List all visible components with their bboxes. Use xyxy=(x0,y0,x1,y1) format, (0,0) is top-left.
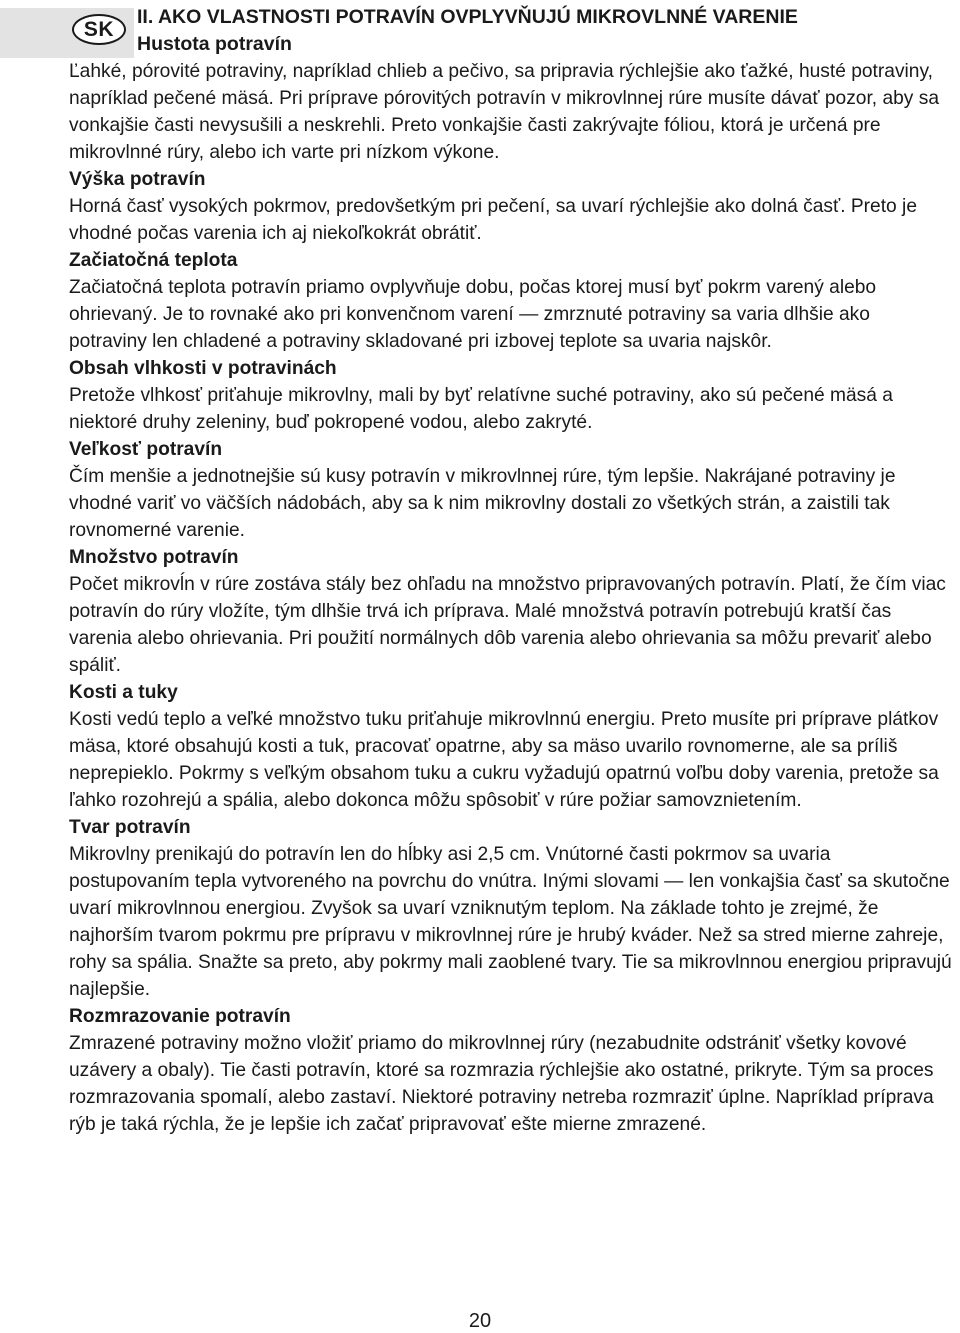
section-heading-density: Hustota potravín xyxy=(137,33,292,55)
section-text-height: Horná časť vysokých pokrmov, predovšetkým pri pečení, sa uvarí rýchlejšie ako dolná časť. Preto je vhodné počas varenia ich aj niekoľkokrát obrátiť. xyxy=(69,196,917,244)
section-heading-quantity: Množstvo potravín xyxy=(69,547,239,568)
section-heading-initial-temperature: Začiatočná teplota xyxy=(69,250,238,271)
section-text-moisture: Pretože vlhkosť priťahuje mikrovlny, mali by byť relatívne suché potraviny, ako sú pečené mäsá a niektoré druhy zeleniny, buď pokropené vodou, alebo zakryté. xyxy=(69,385,893,433)
section-heading-moisture: Obsah vlhkosti v potravinách xyxy=(69,358,337,379)
section-heading-shape: Tvar potravín xyxy=(69,817,191,838)
section-text-density: Ľahké, pórovité potraviny, napríklad chlieb a pečivo, sa pripravia rýchlejšie ako ťažké, husté potraviny, napríklad pečené mäsá. Pri príprave pórovitých potravín v mikrovlnnej rúre musíte dávať pozor, aby sa vonkajšie časti nevysušili a neskrehli. Preto vonkajšie časti zakrývajte fóliou, ktorá je určená pre mikrovlnné rúry, alebo ich varte pri nízkom výkone. xyxy=(69,61,939,163)
language-badge: SK xyxy=(72,14,126,45)
section-text-defrosting: Zmrazené potraviny možno vložiť priamo do mikrovlnnej rúry (nezabudnite odstrániť všetky kovové uzávery a obaly). Tie časti potravín, ktoré sa rozmrazia rýchlejšie ako ostatné, prikryte. Tým sa proces rozmrazovania spomalí, alebo zastaví. Niektoré potraviny netreba rozmraziť úplne. Napríklad príprava rýb je taká rýchla, že je lepšie ich začať pripravovať ešte mierne zmrazené. xyxy=(69,1033,934,1135)
section-text-shape: Mikrovlny prenikajú do potravín len do hĺbky asi 2,5 cm. Vnútorné časti pokrmov sa uvaria postupovaním tepla vytvoreného na povrchu do vnútra. Inými slovami — len vonkajšia časť sa skutočne uvarí mikrovlnnou energiou. Zvyšok sa uvarí vzniknutým teplom. Na základe tohto je zrejmé, že najhorším tvarom pokrmu pre prípravu v mikrovlnnej rúre je hrubý kváder. Než sa stred mierne zahreje, rohy sa spália. Snažte sa preto, aby pokrmy mali zaoblené tvary. Tie sa mikrovlnnou energiou pripravujú najlepšie. xyxy=(69,844,952,1000)
section-text-quantity: Počet mikrovĺn v rúre zostáva stály bez ohľadu na množstvo pripravovaných potravín. Platí, že čím viac potravín do rúry vložíte, tým dlhšie trvá ich príprava. Malé množstvá potravín potrebujú kratší čas varenia alebo ohrievania. Pri použití normálnych dôb varenia alebo ohrievania sa môžu prevariť alebo spáliť. xyxy=(69,574,946,676)
document-body xyxy=(69,58,953,1138)
chapter-title: II. AKO VLASTNOSTI POTRAVÍN OVPLYVŇUJÚ MIKROVLNNÉ VARENIE xyxy=(137,6,798,28)
page-number: 20 xyxy=(468,1310,492,1332)
section-heading-size: Veľkosť potravín xyxy=(69,439,223,460)
section-text-bones-fats: Kosti vedú teplo a veľké množstvo tuku priťahuje mikrovlnnú energiu. Preto musíte pri príprave plátkov mäsa, ktoré obsahujú kosti a tuk, pracovať opatrne, aby sa mäso uvarilo rovnomerne, ale sa príliš neprepieklo. Pokrmy s veľkým obsahom tuku a cukru vyžadujú opatrnú voľbu doby varenia, pretože sa ľahko rozohrejú a spália, alebo dokonca môžu spôsobiť v rúre požiar samovznietením. xyxy=(69,709,939,811)
section-heading-height: Výška potravín xyxy=(69,169,206,190)
section-text-size: Čím menšie a jednotnejšie sú kusy potravín v mikrovlnnej rúre, tým lepšie. Nakrájané potraviny je vhodné variť vo väčších nádobách, aby sa k nim mikrovlny dostali zo všetkých strán, a zaistili tak rovnomerné varenie. xyxy=(69,466,896,541)
section-heading-bones-fats: Kosti a tuky xyxy=(69,682,178,703)
section-text-initial-temperature: Začiatočná teplota potravín priamo ovplyvňuje dobu, počas ktorej musí byť pokrm varený alebo ohrievaný. Je to rovnaké ako pri konvenčnom varení — zmrznuté potraviny sa varia dlhšie ako potraviny len chladené a potraviny skladované pri izbovej teplote sa uvaria najskôr. xyxy=(69,277,877,352)
section-heading-defrosting: Rozmrazovanie potravín xyxy=(69,1006,291,1027)
